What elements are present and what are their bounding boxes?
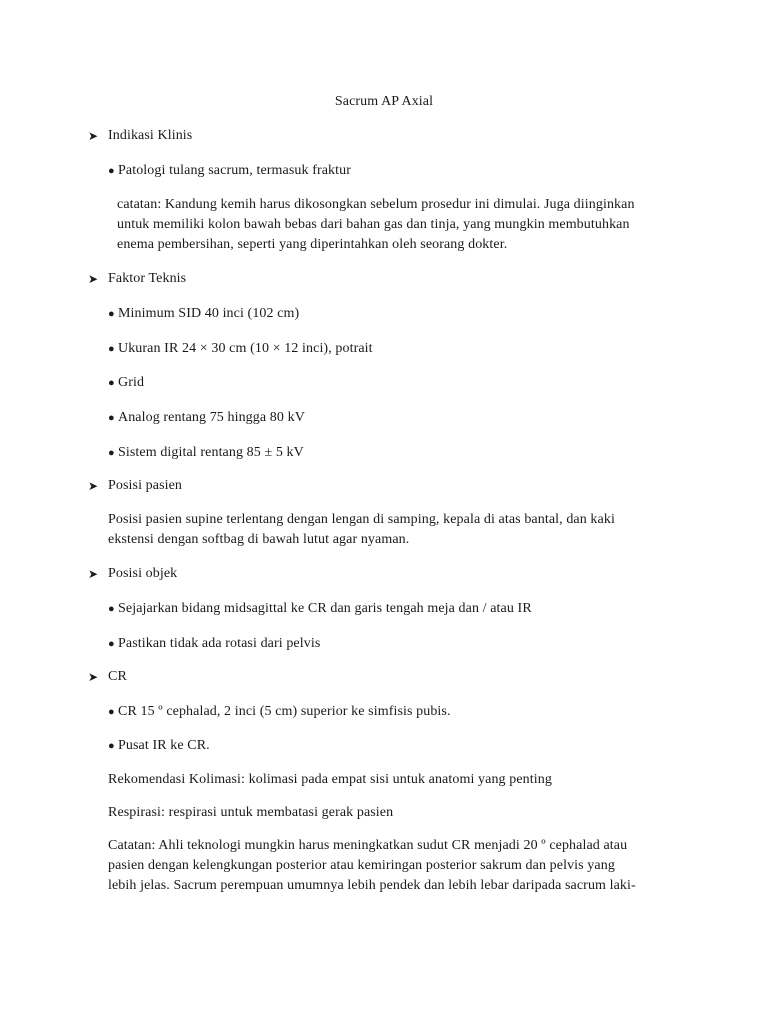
catatan-line: Catatan: Ahli teknologi mungkin harus meningkatkan sudut CR menjadi 20 º cephalad atau — [108, 838, 628, 853]
note-line: catatan: Kandung kemih harus dikosongkan sebelum prosedur ini dimulai. Juga diinginkan — [117, 197, 635, 212]
section-heading-faktor: Faktor Teknis — [108, 271, 187, 286]
round-bullet-icon: ● — [108, 343, 115, 355]
round-bullet-icon: ● — [108, 412, 115, 424]
arrowhead-bullet-icon: ➤ — [88, 479, 99, 493]
list-item: Analog rentang 75 hingga 80 kV — [118, 410, 305, 425]
list-item: Pusat IR ke CR. — [118, 738, 210, 753]
list-item: CR 15 º cephalad, 2 inci (5 cm) superior ke simfisis pubis. — [118, 704, 451, 719]
note-line: untuk memiliki kolon bawah bebas dari bahan gas dan tinja, yang mungkin membutuhkan — [117, 217, 630, 232]
list-item: Sistem digital rentang 85 ± 5 kV — [118, 445, 304, 460]
round-bullet-icon: ● — [108, 740, 115, 752]
arrowhead-bullet-icon: ➤ — [88, 272, 99, 286]
catatan-line: pasien dengan kelengkungan posterior atau kemiringan posterior sakrum dan pelvis yang — [108, 858, 615, 873]
list-item: Patologi tulang sacrum, termasuk fraktur — [118, 163, 351, 178]
arrowhead-bullet-icon: ➤ — [88, 567, 99, 581]
list-item: Minimum SID 40 inci (102 cm) — [118, 306, 300, 321]
section-heading-objek: Posisi objek — [108, 566, 178, 581]
round-bullet-icon: ● — [108, 447, 115, 459]
paragraph-line: Posisi pasien supine terlentang dengan lengan di samping, kepala di atas bantal, dan kaki — [108, 512, 615, 527]
section-heading-cr: CR — [108, 669, 127, 684]
section-heading-indikasi: Indikasi Klinis — [108, 128, 193, 143]
round-bullet-icon: ● — [108, 706, 115, 718]
list-item: Pastikan tidak ada rotasi dari pelvis — [118, 636, 321, 651]
note-line: enema pembersihan, seperti yang diperintahkan oleh seorang dokter. — [117, 237, 508, 252]
catatan-line: lebih jelas. Sacrum perempuan umumnya lebih pendek dan lebih lebar daripada sacrum laki- — [108, 878, 636, 893]
round-bullet-icon: ● — [108, 638, 115, 650]
respirasi-text: Respirasi: respirasi untuk membatasi gerak pasien — [108, 805, 394, 820]
list-item: Grid — [118, 375, 145, 390]
round-bullet-icon: ● — [108, 165, 115, 177]
paragraph-line: ekstensi dengan softbag di bawah lutut agar nyaman. — [108, 532, 410, 547]
round-bullet-icon: ● — [108, 603, 115, 615]
page-title: Sacrum AP Axial — [334, 94, 434, 109]
arrowhead-bullet-icon: ➤ — [88, 129, 99, 143]
kolimasi-text: Rekomendasi Kolimasi: kolimasi pada empat sisi untuk anatomi yang penting — [108, 772, 552, 787]
section-heading-pasien: Posisi pasien — [108, 478, 183, 493]
arrowhead-bullet-icon: ➤ — [88, 670, 99, 684]
round-bullet-icon: ● — [108, 308, 115, 320]
round-bullet-icon: ● — [108, 377, 115, 389]
list-item: Ukuran IR 24 × 30 cm (10 × 12 inci), potrait — [118, 341, 373, 356]
list-item: Sejajarkan bidang midsagittal ke CR dan garis tengah meja dan / atau IR — [118, 601, 532, 616]
